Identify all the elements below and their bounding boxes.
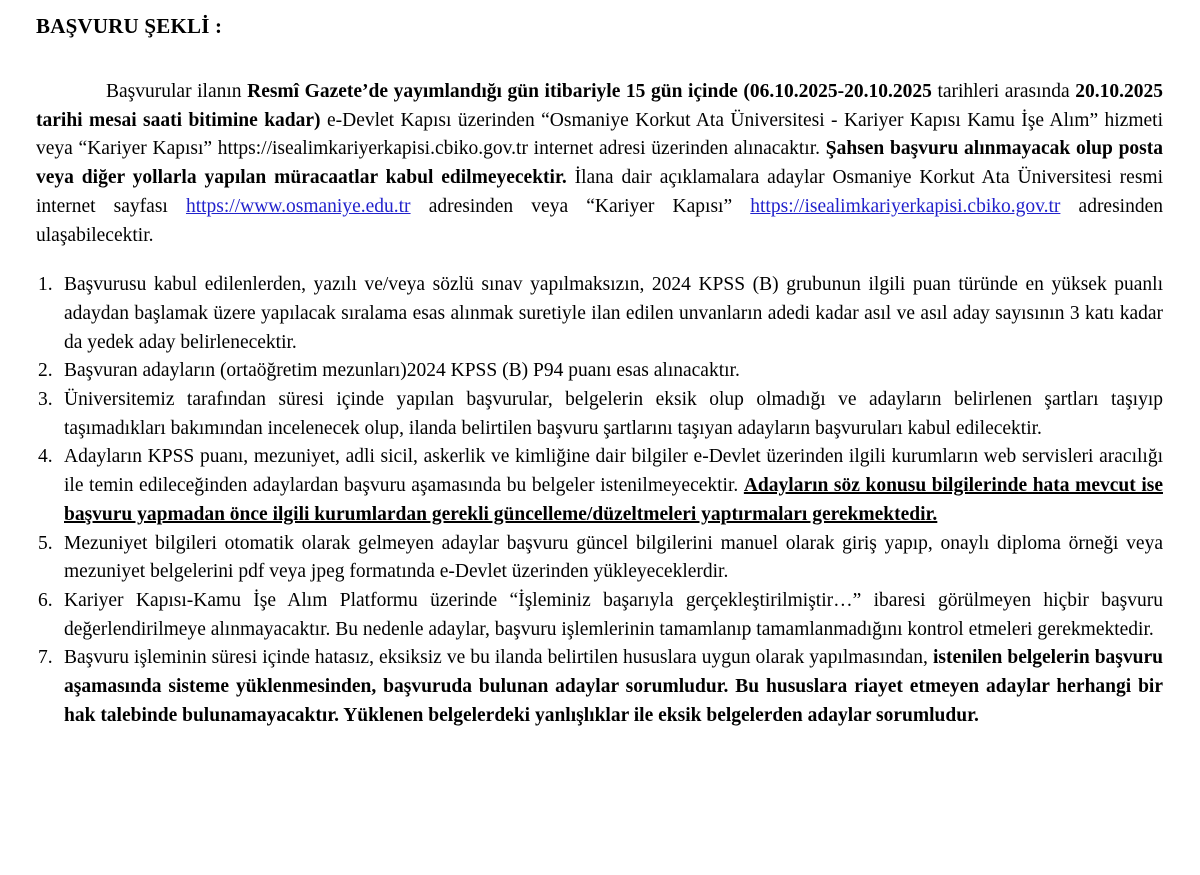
- list-item-text: [64, 446, 1163, 524]
- list-item-number: 3.: [38, 389, 53, 411]
- list-item-text: [64, 533, 1163, 583]
- text-segment: e-Devlet Kapısı üzerinden “Osmaniye Korkut Ata Üniversitesi - Kariyer Kapısı Kamu İşe Alım” hizmeti veya “Kariyer Kapısı” https://isealimkariyerkapisi.cbiko.gov.tr internet adresi üzerinden alınacaktır.: [36, 109, 1163, 160]
- list-item-text: [64, 389, 1163, 439]
- list-item: [36, 443, 1163, 529]
- text-segment: Mezuniyet bilgileri otomatik olarak gelmeyen adaylar başvuru güncel bilgilerini manuel olarak giriş yapıp, onaylı diploma örneği veya mezuniyet belgelerini pdf veya jpeg formatında e-Devlet üzerinden yükleyeceklerdir.: [64, 532, 1163, 583]
- list-item-text: [64, 590, 1163, 640]
- text-segment: Kariyer Kapısı-Kamu İşe Alım Platformu üzerinde “İşleminiz başarıyla gerçekleştirilmiştir…” ibaresi görülmeyen hiçbir başvuru değerlendirilmeye alınmayacaktır. Bu nedenle adaylar, başvuru işlemlerinin tamamlanıp tamamlanmadığını kontrol etmeleri gerekmektedir.: [64, 589, 1163, 640]
- application-rules-list: [36, 271, 1163, 730]
- list-item-text: [64, 360, 740, 381]
- text-segment: Adayların KPSS puanı, mezuniyet, adli sicil, askerlik ve kimliğine dair bilgiler e-Devlet üzerinden ilgili kurumların web servisleri aracılığı ile temin edileceğinden adaylardan başvuru aşamasında bu belgeler istenilmeyecektir.: [64, 446, 1163, 497]
- text-segment: Başvurular ilanın: [106, 81, 248, 102]
- text-segment: istenilen belgelerin başvuru aşamasında sisteme yüklenmesinden, başvuruda bulunan adaylar sorumludur. Bu hususlara riayet etmeyen adaylar herhangi bir hak talebinde bulunamayacaktır. Yüklenen belgelerdeki yanlışlıklar ile eksik belgelerden adaylar sorumludur.: [64, 647, 1163, 726]
- list-item: [36, 386, 1163, 443]
- text-segment: İlana dair açıklamalara adaylar Osmaniye Korkut Ata Üniversitesi resmi internet sayfası: [36, 167, 1163, 217]
- text-segment: tarihleri arasında: [937, 81, 1076, 102]
- list-item: [36, 587, 1163, 644]
- list-item-text: [64, 647, 1163, 725]
- intro-paragraph: [36, 78, 1163, 250]
- text-segment: 20.10.2025 tarihi mesai saati bitimine kadar): [36, 81, 1164, 131]
- text-segment: Adayların söz konusu bilgilerinde hata mevcut ise başvuru yapmadan önce ilgili kurumlardan gerekli güncelleme/düzeltmeleri yaptırmaları gerekmektedir.: [64, 475, 1163, 525]
- list-item-text: [64, 274, 1163, 352]
- list-item-number: 5.: [38, 532, 53, 554]
- link-osmaniye-edu-tr[interactable]: https://www.osmaniye.edu.tr: [185, 195, 411, 217]
- link-kariyer-kapisi[interactable]: https://isealimkariyerkapisi.cbiko.gov.tr: [750, 195, 1061, 217]
- list-item: [36, 357, 1163, 386]
- text-segment: Resmî Gazete’de yayımlandığı gün itibariyle 15 gün içinde (06.10.2025-20.10.2025: [247, 81, 938, 102]
- list-item-number: 4.: [38, 446, 53, 468]
- list-item: [36, 644, 1163, 730]
- text-segment: adresinden ulaşabilecektir.: [36, 195, 1164, 246]
- text-segment: Başvuru işleminin süresi içinde hatasız, eksiksiz ve bu ilanda belirtilen hususlara uygun olarak yapılmasından,: [64, 647, 928, 669]
- list-item-number: 7.: [38, 647, 53, 669]
- list-item: [36, 530, 1163, 587]
- list-item-number: 1.: [38, 274, 53, 296]
- text-segment: Başvuran adayların (ortaöğretim mezunları)2024 KPSS (B) P94 puanı esas alınacaktır.: [64, 360, 740, 382]
- text-segment: adresinden veya “Kariyer Kapısı”: [410, 195, 751, 217]
- list-item: [36, 271, 1163, 357]
- page-title: BAŞVURU ŞEKLİ :: [36, 14, 223, 38]
- text-segment: Üniversitemiz tarafından süresi içinde yapılan başvurular, belgelerin eksik olup olmadığı ve adayların belirlenen şartları taşıyıp taşımadıkları bakımından incelenecek olup, ilanda belirtilen başvuru şartlarını taşıyan adayların başvuruları kabul edilecektir.: [64, 389, 1163, 439]
- text-segment: Başvurusu kabul edilenlerden, yazılı ve/veya sözlü sınav yapılmaksızın, 2024 KPSS (B) grubunun ilgili puan türünde en yüksek puanlı adaydan başlamak üzere yapılacak sıralama esas alınmak suretiyle ilan edilen unvanların adedi kadar asıl ve asıl aday sayısının 3 katı kadar da yedek aday belirlenecektir.: [64, 274, 1163, 353]
- text-segment: Şahsen başvuru alınmayacak olup posta veya diğer yollarla yapılan müracaatlar kabul edilmeyecektir.: [36, 138, 1163, 189]
- list-item-number: 6.: [38, 589, 53, 611]
- list-item-number: 2.: [38, 360, 53, 382]
